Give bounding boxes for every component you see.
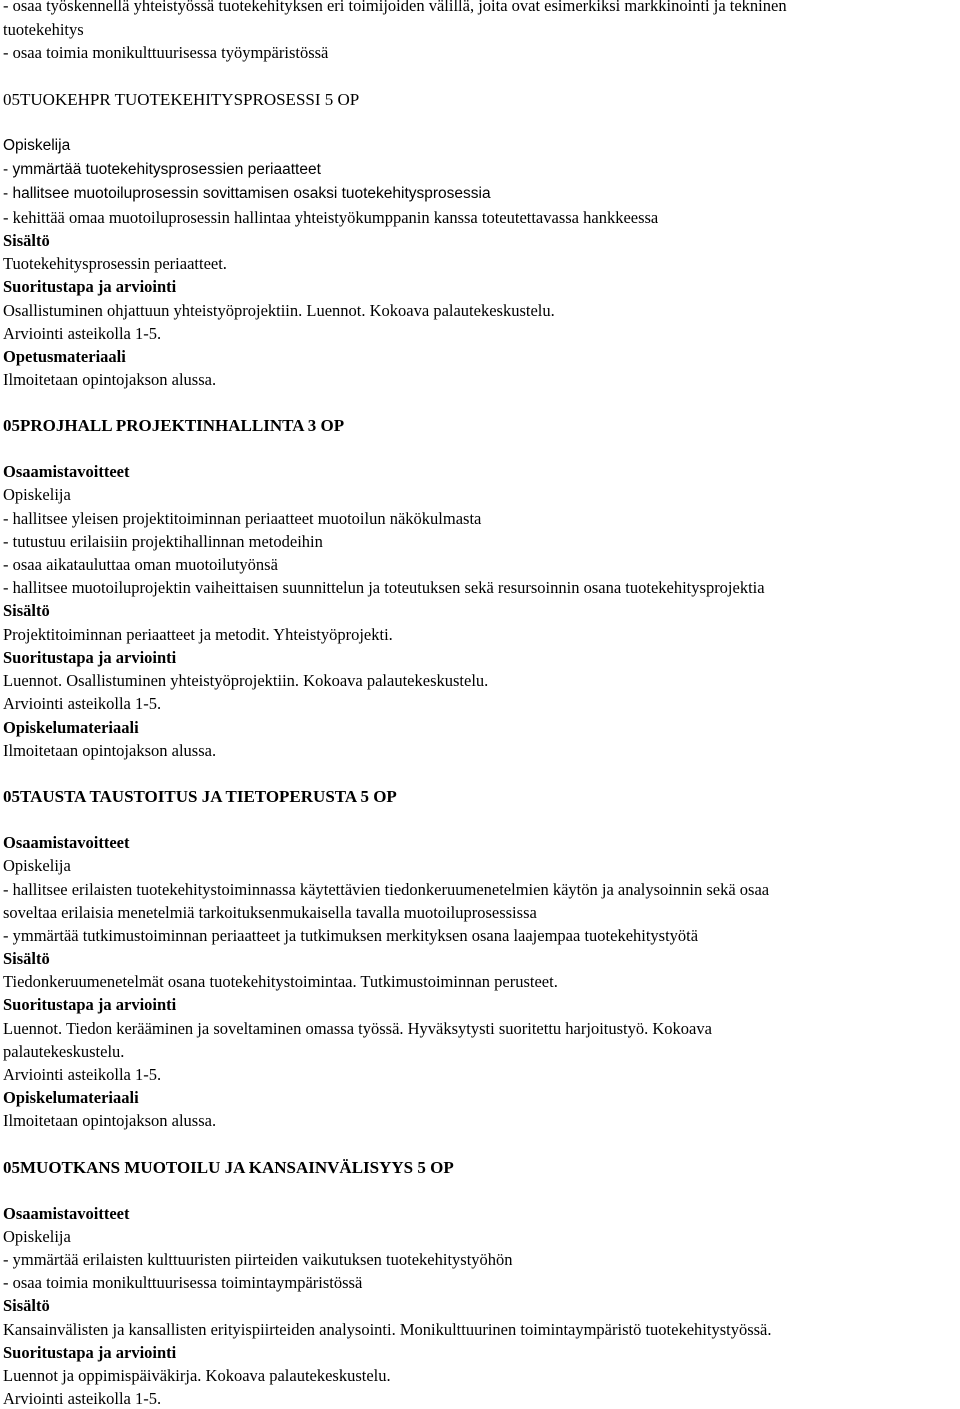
course-title: 05TUOKEHPR TUOTEKEHITYSPROSESSI 5 OP (3, 90, 360, 109)
course-title: 05MUOTKANS MUOTOILU JA KANSAINVÄLISYYS 5 OP (3, 1158, 454, 1177)
content-text: Kansainvälisten ja kansallisten erityispiirteiden analysointi. Monikulttuurinen toimintaympäristö tuotekehitystyössä. (3, 1320, 772, 1339)
outcome-item: - hallitsee muotoiluprojektin vaiheittaisen suunnittelun ja toteutuksen sekä resursoinnin osana tuotekehitysprojektia (3, 578, 765, 597)
materials-text: Ilmoitetaan opintojakson alussa. (3, 741, 217, 760)
method-heading: Suoritustapa ja arviointi (3, 277, 177, 296)
materials-text: Ilmoitetaan opintojakson alussa. (3, 370, 217, 389)
method-heading: Suoritustapa ja arviointi (3, 648, 177, 667)
course-title: 05PROJHALL PROJEKTINHALLINTA 3 OP (3, 416, 345, 435)
intro-line: - osaa työskennellä yhteistyössä tuotekehityksen eri toimijoiden välillä, joita ovat esimerkiksi markkinointi ja tekninen (3, 0, 787, 15)
learner-label: Opiskelija (3, 856, 71, 875)
method-text: Luennot. Osallistuminen yhteistyöprojektiin. Kokoava palautekeskustelu. (3, 671, 489, 690)
outcome-item: - kehittää omaa muotoiluprosessin hallintaa yhteistyökumppanin kanssa toteutettavassa hankkeessa (3, 208, 659, 227)
outcome-item: soveltaa erilaisia menetelmiä tarkoituksenmukaisella tavalla muotoiluprosessissa (3, 903, 537, 922)
intro-line: - osaa toimia monikulttuurisessa työympäristössä (3, 43, 329, 62)
method-text: palautekeskustelu. (3, 1042, 125, 1061)
method-text: Luennot. Tiedon kerääminen ja soveltaminen omassa työssä. Hyväksytysti suoritettu harjoitustyö. Kokoava (3, 1019, 712, 1038)
outcome-item: - ymmärtää tutkimustoiminnan periaatteet ja tutkimuksen merkityksen osana laajempaa tuotekehitystyötä (3, 926, 699, 945)
content-heading: Sisältö (3, 1296, 50, 1315)
method-heading: Suoritustapa ja arviointi (3, 995, 177, 1014)
outcome-item: - tutustuu erilaisiin projektihallinnan metodeihin (3, 532, 323, 551)
assessment-text: Arviointi asteikolla 1-5. (3, 1065, 162, 1084)
assessment-text: Arviointi asteikolla 1-5. (3, 324, 162, 343)
content-text: Tiedonkeruumenetelmät osana tuotekehitystoimintaa. Tutkimustoiminnan perusteet. (3, 972, 558, 991)
method-text: Osallistuminen ohjattuun yhteistyöprojektiin. Luennot. Kokoava palautekeskustelu. (3, 301, 555, 320)
assessment-text: Arviointi asteikolla 1-5. (3, 694, 162, 713)
outcome-item: - osaa aikatauluttaa oman muotoilutyönsä (3, 555, 278, 574)
materials-text: Ilmoitetaan opintojakson alussa. (3, 1111, 217, 1130)
objectives-heading: Osaamistavoitteet (3, 1204, 130, 1223)
content-text: Tuotekehitysprosessin periaatteet. (3, 254, 227, 273)
course-title: 05TAUSTA TAUSTOITUS JA TIETOPERUSTA 5 OP (3, 787, 397, 806)
outcome-item: - hallitsee erilaisten tuotekehitystoiminnassa käytettävien tiedonkeruumenetelmien käytön ja analysoinnin sekä osaa (3, 880, 770, 899)
outcome-item: - osaa toimia monikulttuurisessa toimintaympäristössä (3, 1273, 363, 1292)
outcome-item: - ymmärtää tuotekehitysprosessien periaatteet (3, 161, 321, 178)
materials-heading: Opiskelumateriaali (3, 718, 139, 737)
learner-label: Opiskelija (3, 137, 71, 154)
outcome-item: - hallitsee yleisen projektitoiminnan periaatteet muotoilun näkökulmasta (3, 509, 482, 528)
method-heading: Suoritustapa ja arviointi (3, 1343, 177, 1362)
objectives-heading: Osaamistavoitteet (3, 462, 130, 481)
learner-label: Opiskelija (3, 1227, 71, 1246)
materials-heading: Opiskelumateriaali (3, 1088, 139, 1107)
objectives-heading: Osaamistavoitteet (3, 833, 130, 852)
outcome-item: - hallitsee muotoiluprosessin sovittamisen osaksi tuotekehitysprosessia (3, 185, 491, 202)
intro-line: tuotekehitys (3, 20, 84, 39)
materials-heading: Opetusmateriaali (3, 347, 126, 366)
content-heading: Sisältö (3, 231, 50, 250)
outcome-item: - ymmärtää erilaisten kulttuuristen piirteiden vaikutuksen tuotekehitystyöhön (3, 1250, 513, 1269)
assessment-text: Arviointi asteikolla 1-5. (3, 1389, 162, 1408)
method-text: Luennot ja oppimispäiväkirja. Kokoava palautekeskustelu. (3, 1366, 391, 1385)
content-heading: Sisältö (3, 949, 50, 968)
content-text: Projektitoiminnan periaatteet ja metodit. Yhteistyöprojekti. (3, 625, 393, 644)
learner-label: Opiskelija (3, 485, 71, 504)
content-heading: Sisältö (3, 601, 50, 620)
